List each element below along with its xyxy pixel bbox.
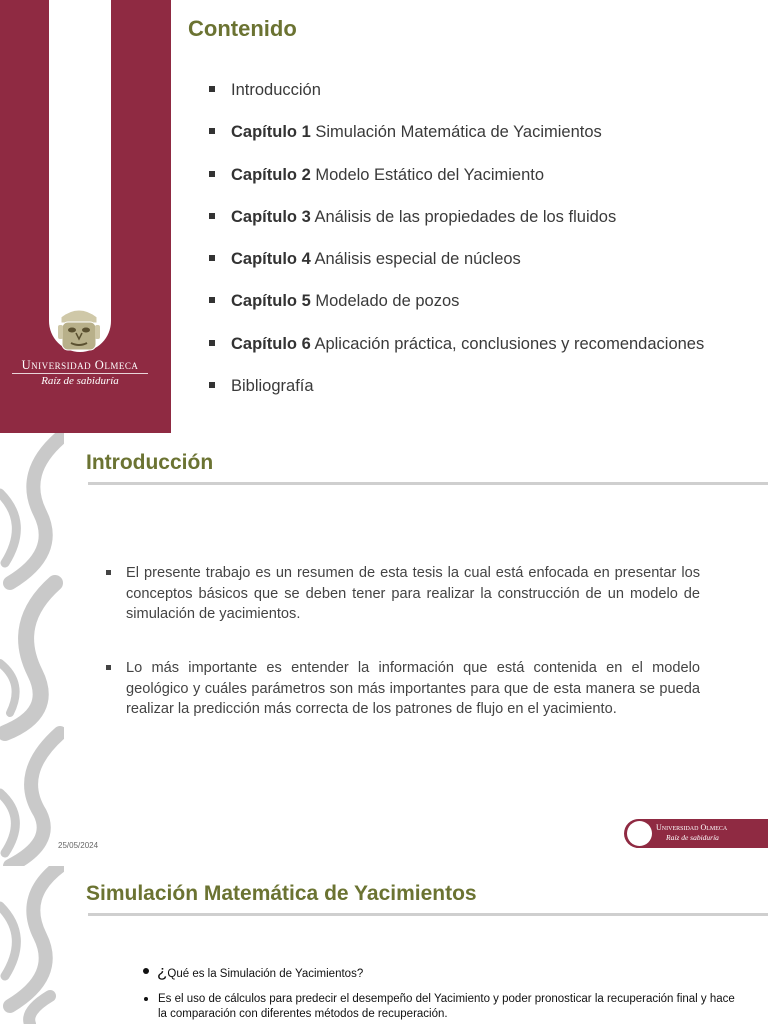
sidebar-white-stripe [49,0,111,352]
footer-university-motto: Raíz de sabiduría [666,833,719,842]
square-bullet-icon [209,86,215,92]
footer-university-name: Universidad Olmeca [656,823,728,832]
university-name: Universidad Olmeca [21,358,139,372]
university-motto: Raíz de sabiduría [41,375,119,387]
slide-title: Introducción [86,451,214,474]
toc-item: Capítulo 5 Modelado de pozos [209,291,704,333]
square-bullet-icon [106,665,111,670]
question-item: ¿Qué es la Simulación de Yacimientos? [143,962,363,982]
square-bullet-icon [209,171,215,177]
square-bullet-icon [209,382,215,388]
slide-title: Simulación Matemática de Yacimientos [86,882,477,905]
square-bullet-icon [209,255,215,261]
round-bullet-icon [143,968,149,974]
title-divider [88,482,768,485]
table-of-contents [209,80,704,418]
decorative-swirl-icon [0,866,64,1024]
slide-title: Contenido [188,16,297,41]
answer-item [143,992,743,1021]
square-bullet-icon [209,213,215,219]
paragraph-text: Lo más importante es entender la información que está contenida en el modelo geológico y cuáles parámetros son más importantes para que de esta manera se pueda realizar la predicción más correcta de los patrones de flujo en el yacimiento. [126,660,700,717]
university-divider [12,373,148,374]
slide-simulacion [0,866,768,1024]
olmec-head-logo-icon [627,821,652,846]
paragraph-text: El presente trabajo es un resumen de esta tesis la cual está enfocada en presentar los conceptos básicos que se deben tener para realizar la construcción de un modelo de simulación de yacimientos. [126,565,700,622]
square-bullet-icon [209,297,215,303]
square-bullet-icon [106,570,111,575]
square-bullet-icon [209,128,215,134]
slide-date: 25/05/2024 [58,841,99,850]
toc-item: Capítulo 1 Simulación Matemática de Yacimientos [209,122,704,164]
round-bullet-icon [144,997,148,1001]
toc-item: Introducción [209,80,704,122]
decorative-swirl-icon [0,433,64,866]
paragraph-item [106,563,700,625]
answer-text: Es el uso de cálculos para predecir el desempeño del Yacimiento y poder pronosticar la recuperación final y hace la comparación con diferentes métodos de recuperación. [158,993,735,1020]
toc-item: Capítulo 4 Análisis especial de núcleos [209,249,704,291]
footer-logo [624,819,768,848]
toc-item: Capítulo 2 Modelo Estático del Yacimiento [209,165,704,207]
slide-introduccion [0,433,768,866]
olmec-head-logo-icon [56,303,102,353]
square-bullet-icon [209,340,215,346]
question-text: Qué es la Simulación de Yacimientos? [167,968,364,980]
slide-contenido [0,0,768,433]
toc-item: Bibliografía [209,376,704,418]
toc-item: Capítulo 6 Aplicación práctica, conclusiones y recomendaciones [209,334,704,376]
toc-item: Capítulo 3 Análisis de las propiedades de los fluidos [209,207,704,249]
paragraph-item [106,658,700,720]
title-divider [88,913,768,916]
